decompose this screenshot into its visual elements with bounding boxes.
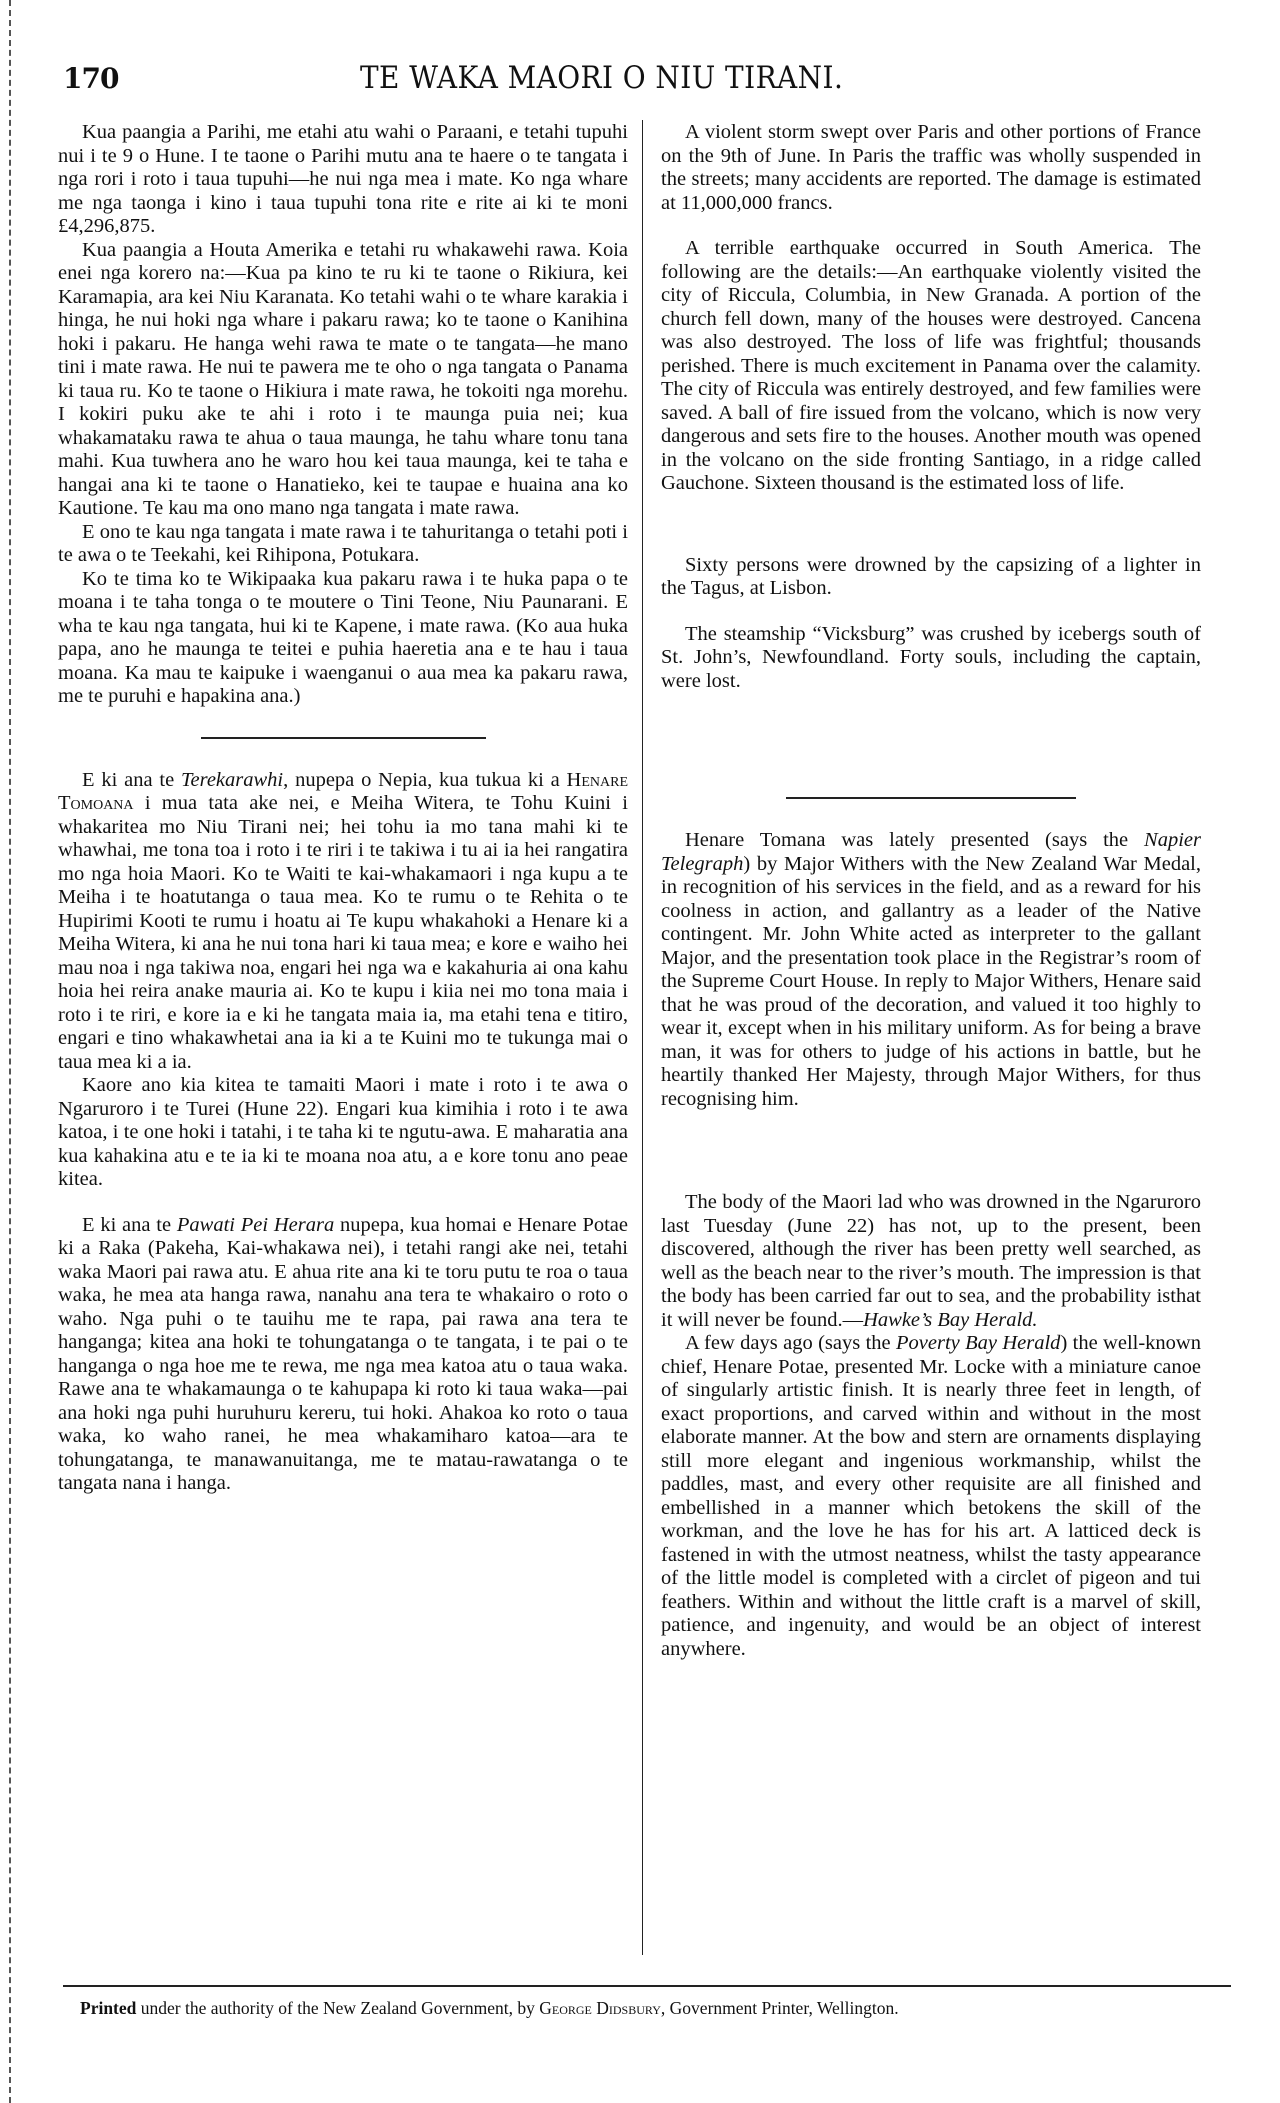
text: Henare Tomana was lately presented (says the (685, 829, 1145, 851)
text: Printed (80, 1998, 137, 2018)
text: ) the well-known chief, Henare Potae, presented Mr. Locke with a miniature canoe of singularly artistic finish. It is nearly three feet in length, of exact proportions, and carved within and without in the most elaborate manner. At the bow and stern are ornaments displaying still more elegant and ingenious workmanship, whilst the paddles, mast, and every other requisite are all finished and embellished in a manner which betokens the skill of the workman, and the love he has for his art. A latticed deck is fastened in with the utmost neatness, whilst the tasty appearance of the little model is completed with a circlet of pigeon and tui feathers. Within and without the little craft is a marvel of skill, patience, and ingenuity, and would be an object of interest anywhere. (661, 1332, 1201, 1660)
article-paris-storm: A violent storm swept over Paris and other portions of France on the 9th of June. In Paris the traffic was wholly suspended in the streets; many accidents are reported. The damage is estimated at 11,000,000 francs. (661, 121, 1201, 214)
article-drowned-lad (661, 1191, 1201, 1332)
text: , Government Printer, Wellington. (660, 1998, 899, 2018)
article-vicksburg: The steamship “Vicksburg” was crushed by icebergs south of St. John’s, Newfoundland. Forty souls, including the captain, were lost. (661, 622, 1201, 692)
left-column (58, 121, 628, 1496)
person-name: Henare Tomoana (58, 768, 628, 814)
footer-rule (63, 1985, 1231, 1987)
text: i mua tata ake nei, e Meiha Witera, te Tohu Kuini i whakaritea mo Niu Tirani nei; hei tohu ia mo tana mahi ki te whawhai, me tona toa i roto i te riri i te takiwa i tu ai ia hei rangatira mo nga hoia Maori. Ko te Waiti te kai-whakamaori i nga kupu a te Meiha i te hoatutanga o taua mea. Ko te rumu o te Rehita o te Hupirimi Kooti te rumu i hoatu ai Te kupu whakahoki a Henare ki a Meiha Witera, ki ana he nui tona hari ki taua mea; e kore e waiho hei mau noa i nga takiwa noa, engari hei nga wa e kakahuria ai ona kahu hoia hei reira anake mauria ai. Ko te kupu i kiia nei mo tona maia i roto i te riri, e kore ia e ki he tangata maia ia, ma etahi tena e titiro, engari e tino whakawhetai ana ia ki a te Kuini mo te tukunga mai o taua mea ki a ia. (58, 792, 628, 1073)
section-separator (201, 737, 486, 739)
article-medal-maori (58, 769, 628, 1075)
newspaper-source: Hawke’s Bay Herald. (863, 1308, 1038, 1331)
scan-edge-rule (9, 0, 11, 2103)
page-title: TE WAKA MAORI O NIU TIRANI. (360, 60, 844, 96)
newspaper-name: Terekarawhi (181, 768, 284, 791)
newspaper-name: Poverty Bay Herald (896, 1332, 1061, 1354)
text: A few days ago (says the (685, 1332, 896, 1354)
column-divider (642, 120, 643, 1955)
page-number: 170 (63, 62, 119, 95)
right-column (661, 121, 1201, 1661)
text: ) by Major Withers with the New Zealand War Medal, in recognition of his services in the field, and as a reward for his coolness in action, and gallantry as a leader of the Native contingent. Mr. John White acted as interpreter to the gallant Major, and the presentation took place in the Registrar’s room of the Supreme Court House. In reply to Major Withers, Henare said that he was proud of the decoration, and valued it too highly to wear it, except when in his military uniform. As for being a brave man, it was for others to judge of his actions in battle, but he heartily thanked Her Majesty, through Major Withers, for thus recognising him. (661, 852, 1201, 1110)
article-earthquake-maori: Kua paangia a Houta Amerika e tetahi ru whakawehi rawa. Koia enei nga korero na:—Kua pa kino te ru ki te taone o Rikiura, kei Karamapia, ara kei Niu Karanata. Ko tetahi wahi o te whare karakia i hinga, he nui hoki nga whare i pakaru rawa; ko te taone o Kanihina hoki i pakaru. He hanga wehi rawa te mate o te tangata—he mano tini i mate rawa. He nui te pawera me te oho o nga tangata o Panama ki taua ru. Ko te taone o Hikiura i mate rawa, he tokoiti nga morehu. I kokiri puku ake te ahi i roto i te maunga puia nei; kua whakamataku rawa te ahua o taua maunga, he tahu whare tonu tana mahi. Kua tuwhera ano he waro hou kei taua maunga, kei te taha e hangai ana ki te taone o Hanatieko, kei te taupae e huaina ana ko Kautione. Te kau ma ono mano nga tangata i mate rawa. (58, 238, 628, 519)
article-medal (661, 829, 1201, 1111)
article-vicksburg-maori: Ko te tima ko te Wikipaaka kua pakaru rawa i te huka papa o te moana i te taha tonga o te moutere o Tini Teone, Niu Paunarani. E wha te kau nga tangata, hui ki te Kapene, i mate rawa. (Ko aua huka papa, ano he maunga te teitei e puhia haeretia ana e te hau i taua moana. Ka mau te kaipuke i waenganui o aua mea ka pakaru rawa, me te puruhi e hapakina ana.) (58, 567, 628, 707)
text: E ki ana te (82, 1213, 177, 1236)
text: nupepa, kua homai e Henare Potae ki a Raka (Pakeha, Kai-whakawa nei), i tetahi rangi ake nei, tetahi waka Maori pai rawa atu. E ahua rite ana ki te toru putu te roa o taua waka, he mea ata hanga rawa, nanahu ana tera te whakairo o roto o waho. Nga puhi o te tauihu me te rapa, pai rawa ana tera te hanganga; kitea ana hoki te tohungatanga o te tangata, i te pai o te hanganga o nga hoe me te rewa, me nga mea katoa atu o taua waka. Rawe ana te whakamaunga o te kahupapa ki roto ki taua waka—pai ana hoki nga puhi huruhuru kereru, tui hoki. Ahakoa ko roto o taua waka, ko waho ranei, he mea whakamiharo katoa—ara te tohungatanga, te manawanuitanga, me te matau-rawatanga o te tangata nana i hanga. (58, 1213, 628, 1494)
article-paris-storm-maori: Kua paangia a Parihi, me etahi atu wahi o Paraani, e tetahi tupuhi nui i te 9 o Hune. I te taone o Parihi mutu ana te haere o te tangata i nga rori i roto i taua tupuhi—he nui nga mea i mate. Ko nga whare me nga taonga i kino i taua tupuhi tona rite e rite ai ki te moni £4,296,875. (58, 121, 628, 237)
text: E ki ana te (82, 768, 181, 791)
text: The body of the Maori lad who was drowned in the Ngaruroro last Tuesday (June 22) has not, up to the present, been discovered, although the river has been pretty well searched, as well as the beach near to the river’s mouth. The impression is that the body has been carried far out to sea, and the probability isthat it will never be found.— (661, 1191, 1201, 1331)
printer-name: George Didsbury (539, 1998, 661, 2018)
article-drowned-lad-maori: Kaore ano kia kitea te tamaiti Maori i mate i roto i te awa o Ngaruroro i te Turei (Hune 22). Engari kua kimihia i roto i te awa katoa, i te one hoki i tatahi, i te taha ki te ngutu-awa. E maharatia ana kua kahakina atu e te ia ki te moana noa atu, a e kore tonu ano peae kitea. (58, 1074, 628, 1190)
newspaper-name: Pawati Pei Herara (176, 1213, 335, 1236)
printer-imprint (80, 1998, 899, 2019)
section-separator (786, 797, 1076, 799)
text: , nupepa o Nepia, kua tukua ki a (283, 768, 567, 791)
article-canoe-maori (58, 1214, 628, 1496)
article-lisbon-maori: E ono te kau nga tangata i mate rawa i te tahuritanga o tetahi poti i te awa o te Teekahi, kei Rihipona, Potukara. (58, 520, 628, 566)
text: under the authority of the New Zealand Government, by (136, 1998, 540, 2018)
article-lisbon: Sixty persons were drowned by the capsizing of a lighter in the Tagus, at Lisbon. (661, 553, 1201, 599)
newspaper-name: Napier Telegraph (661, 829, 1201, 875)
article-canoe (661, 1332, 1201, 1661)
article-earthquake: A terrible earthquake occurred in South America. The following are the details:—An earthquake violently visited the city of Riccula, Columbia, in New Granada. A portion of the church fell down, many of the houses were destroyed. Cancena was also destroyed. The loss of life was frightful; thousands perished. There is much excitement in Panama over the calamity. The city of Riccula was entirely destroyed, and few families were saved. A ball of fire issued from the volcano, which is now very dangerous and sets fire to the houses. Another mouth was opened in the volcano on the side fronting Santiago, in a ridge called Gauchone. Sixteen thousand is the estimated loss of life. (661, 237, 1201, 494)
